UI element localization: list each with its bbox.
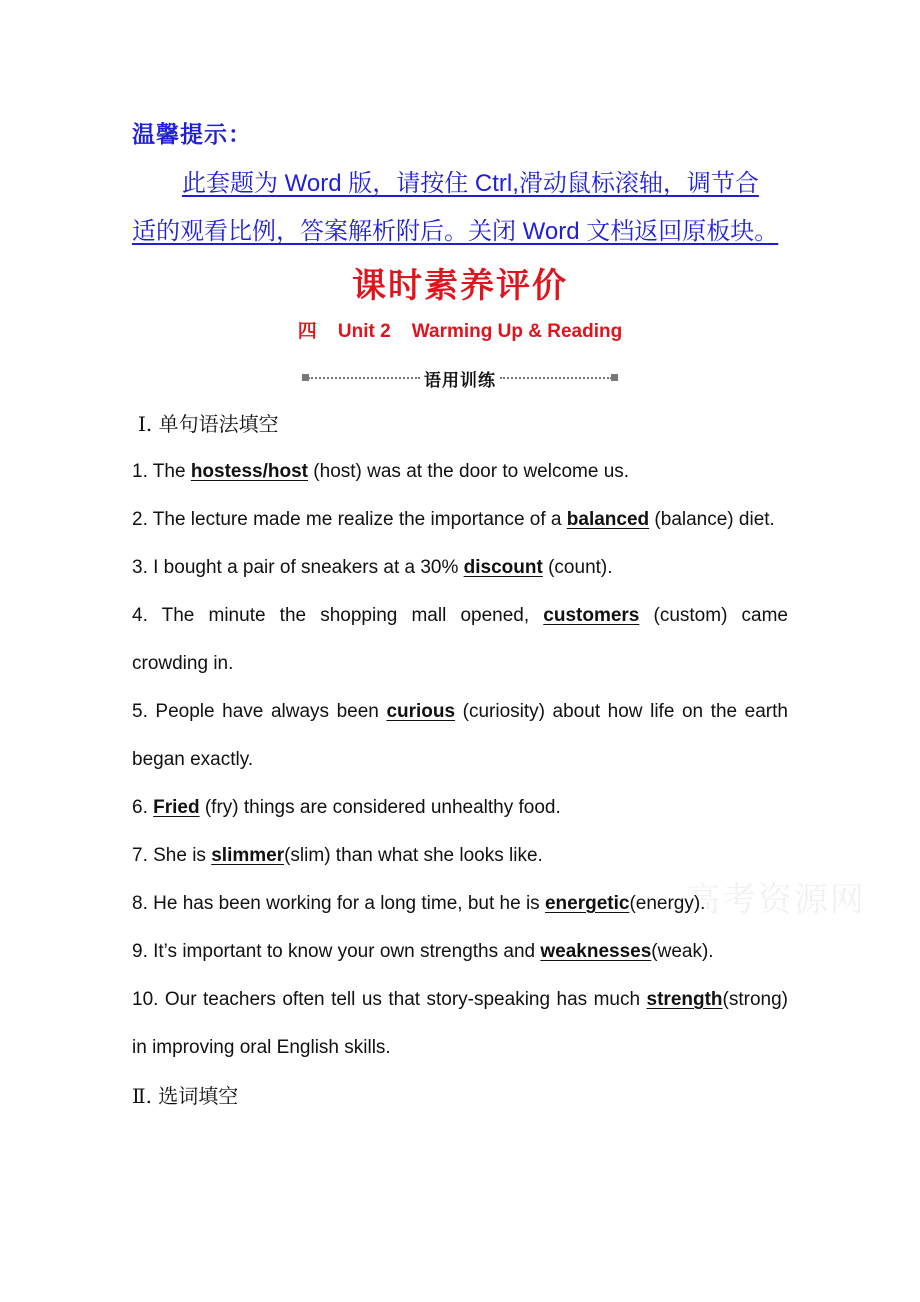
tip-line-2: 适的观看比例，答案解析附后。关闭 Word 文档返回原板块。 [132, 218, 779, 245]
divider-line-right [500, 377, 612, 379]
item-answer: hostess/host [190, 461, 309, 482]
tip-line-1: 此套题为 Word 版，请按住 Ctrl,滑动鼠标滚轴，调节合 [182, 170, 759, 197]
tip-body [132, 160, 802, 256]
section-heading-1: Ⅰ. 单句语法填空 [138, 412, 279, 436]
unit-subtitle: 四 Unit 2 Warming Up & Reading [297, 321, 623, 342]
item-text: (count). [542, 557, 613, 578]
item-answer: weaknesses [540, 941, 652, 962]
item-text: 1. The [132, 461, 191, 482]
item-text: (slim) than what she looks like. [284, 845, 543, 866]
watermark: 高考资源网 [686, 880, 866, 920]
exercise-item-2 [132, 496, 788, 544]
item-text: 9. It’s important to know your own strengths and [132, 941, 541, 962]
item-text: 7. She is [132, 845, 212, 866]
exercise-item-9 [132, 928, 788, 976]
item-text: 5. People have always been [132, 701, 387, 722]
item-text: 4. The minute the shopping mall opened, [132, 605, 544, 626]
item-text: 3. I bought a pair of sneakers at a 30% [132, 557, 464, 578]
section-heading-2: Ⅱ. 选词填空 [132, 1084, 239, 1108]
item-answer: discount [463, 557, 543, 578]
item-text: (fry) things are considered unhealthy food. [199, 797, 561, 818]
exercise-item-5 [132, 688, 788, 784]
item-text: 2. The lecture made me realize the importance of a [132, 509, 567, 530]
item-text: 10. Our teachers often tell us that story-speaking has much [132, 989, 647, 1010]
item-text: (host) was at the door to welcome us. [308, 461, 630, 482]
item-text: (weak). [651, 941, 714, 962]
item-answer: Fried [153, 797, 200, 818]
exercise-item-1 [132, 448, 788, 496]
item-text: (curiosity) about how life on the earth began exactly. [132, 701, 788, 770]
exercise-item-4 [132, 592, 788, 688]
exercise-item-10 [132, 976, 788, 1072]
item-answer: customers [543, 605, 640, 626]
item-text: 8. He has been working for a long time, but he is [132, 893, 545, 914]
item-text: 6. [132, 797, 154, 818]
tip-title: 温馨提示： [132, 121, 252, 147]
exercise-item-6 [132, 784, 788, 832]
item-text: (strong) in improving oral English skills. [132, 989, 788, 1058]
item-text: (custom) came crowding in. [132, 605, 788, 674]
item-answer: slimmer [211, 845, 285, 866]
item-answer: curious [386, 701, 456, 722]
item-text: (energy). [629, 893, 706, 914]
exercise-item-3 [132, 544, 788, 592]
exercise-content [132, 400, 788, 1120]
item-text: (balance) diet. [649, 509, 775, 530]
page-title: 课时素养评价 [352, 266, 568, 306]
item-answer: strength [646, 989, 723, 1010]
item-answer: energetic [544, 893, 630, 914]
divider-dot-right [611, 374, 618, 381]
section-divider [302, 366, 618, 390]
divider-label: 语用训练 [424, 371, 496, 390]
item-answer: balanced [566, 509, 650, 530]
divider-line-left [308, 377, 420, 379]
